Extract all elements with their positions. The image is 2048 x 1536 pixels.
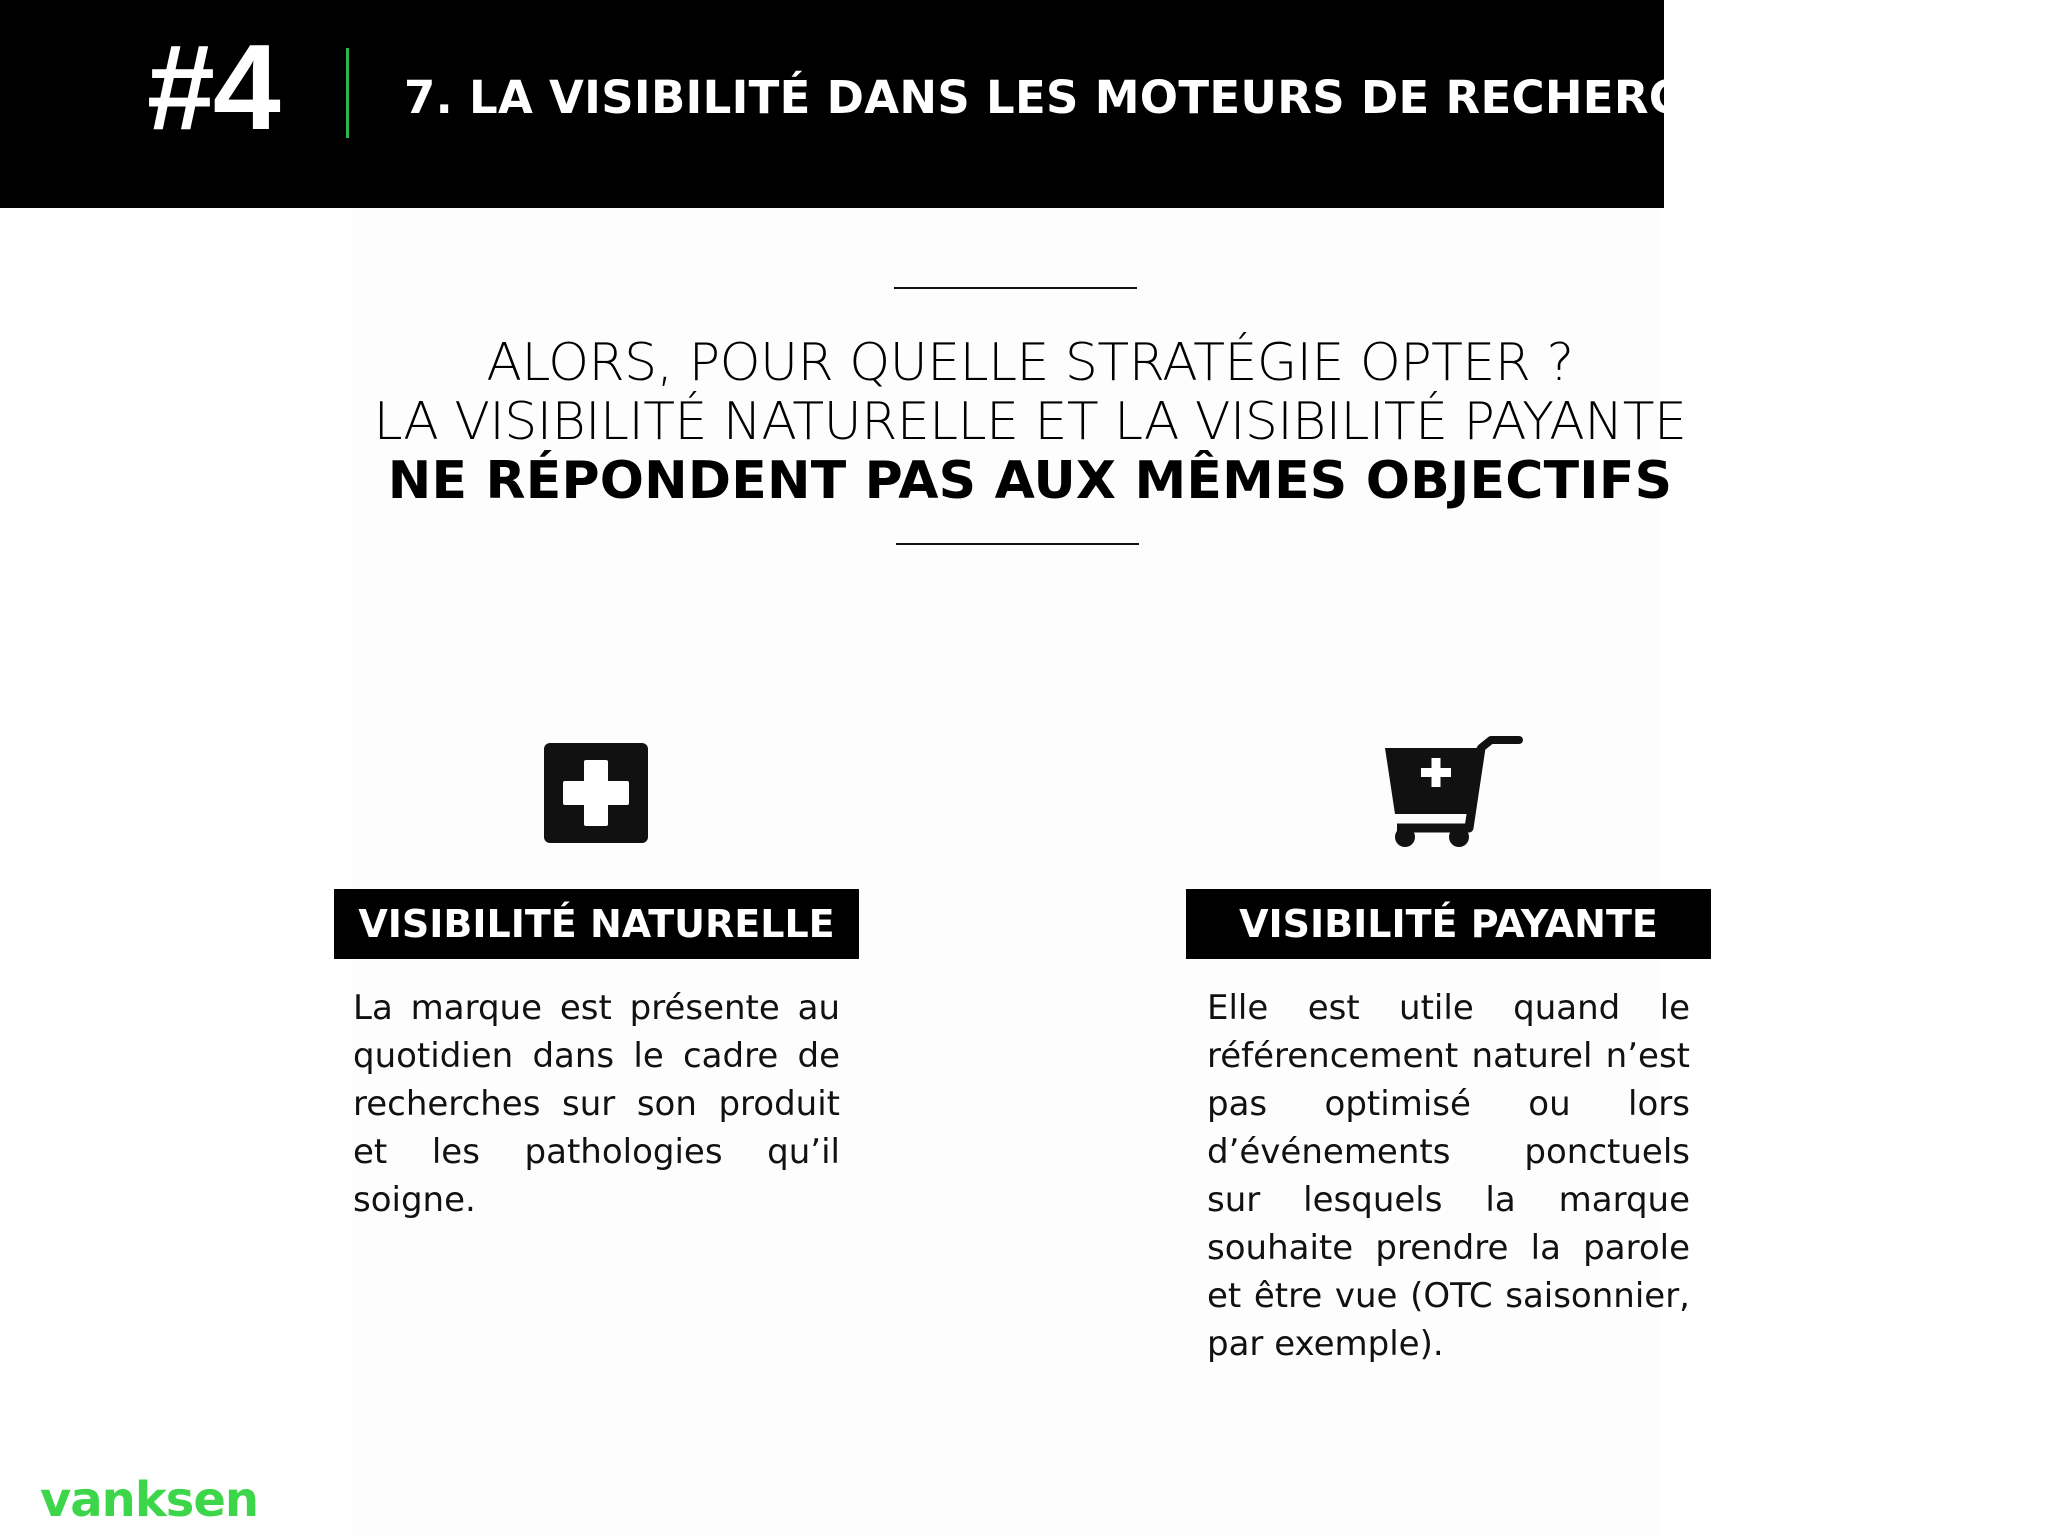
medical-cross-icon — [544, 743, 648, 843]
visibility-paid-label: VISIBILITÉ PAYANTE — [1186, 889, 1711, 959]
vanksen-logo: vanksen — [40, 1472, 259, 1528]
shopping-cart-plus-icon — [1383, 736, 1523, 848]
lead-statement — [330, 334, 1730, 511]
page-title: 7. LA VISIBILITÉ DANS LES MOTEURS DE RECHERCHE — [404, 71, 1752, 124]
section-number: #4 — [147, 19, 279, 155]
visibility-natural-text: La marque est présente au quotidien dans le cadre de recherches sur son produit et les pathologies qu’il soigne. — [353, 988, 840, 1220]
lead-line-1: ALORS, POUR QUELLE STRATÉGIE OPTER ? — [486, 333, 1574, 393]
top-divider — [894, 287, 1137, 289]
lead-line-2: LA VISIBILITÉ NATURELLE ET LA VISIBILITÉ PAYANTE — [373, 392, 1687, 452]
bottom-divider — [896, 543, 1139, 545]
header-separator — [346, 48, 349, 138]
visibility-paid-text: Elle est utile quand le référencement naturel n’est pas optimisé ou lors d’événements ponctuels sur lesquels la marque souhaite prendre la parole et être vue (OTC saisonnier, par exemple). — [1207, 988, 1690, 1364]
visibility-natural-label: VISIBILITÉ NATURELLE — [334, 889, 859, 959]
header-bar — [0, 0, 1752, 208]
lead-line-3: NE RÉPONDENT PAS AUX MÊMES OBJECTIFS — [387, 451, 1673, 511]
